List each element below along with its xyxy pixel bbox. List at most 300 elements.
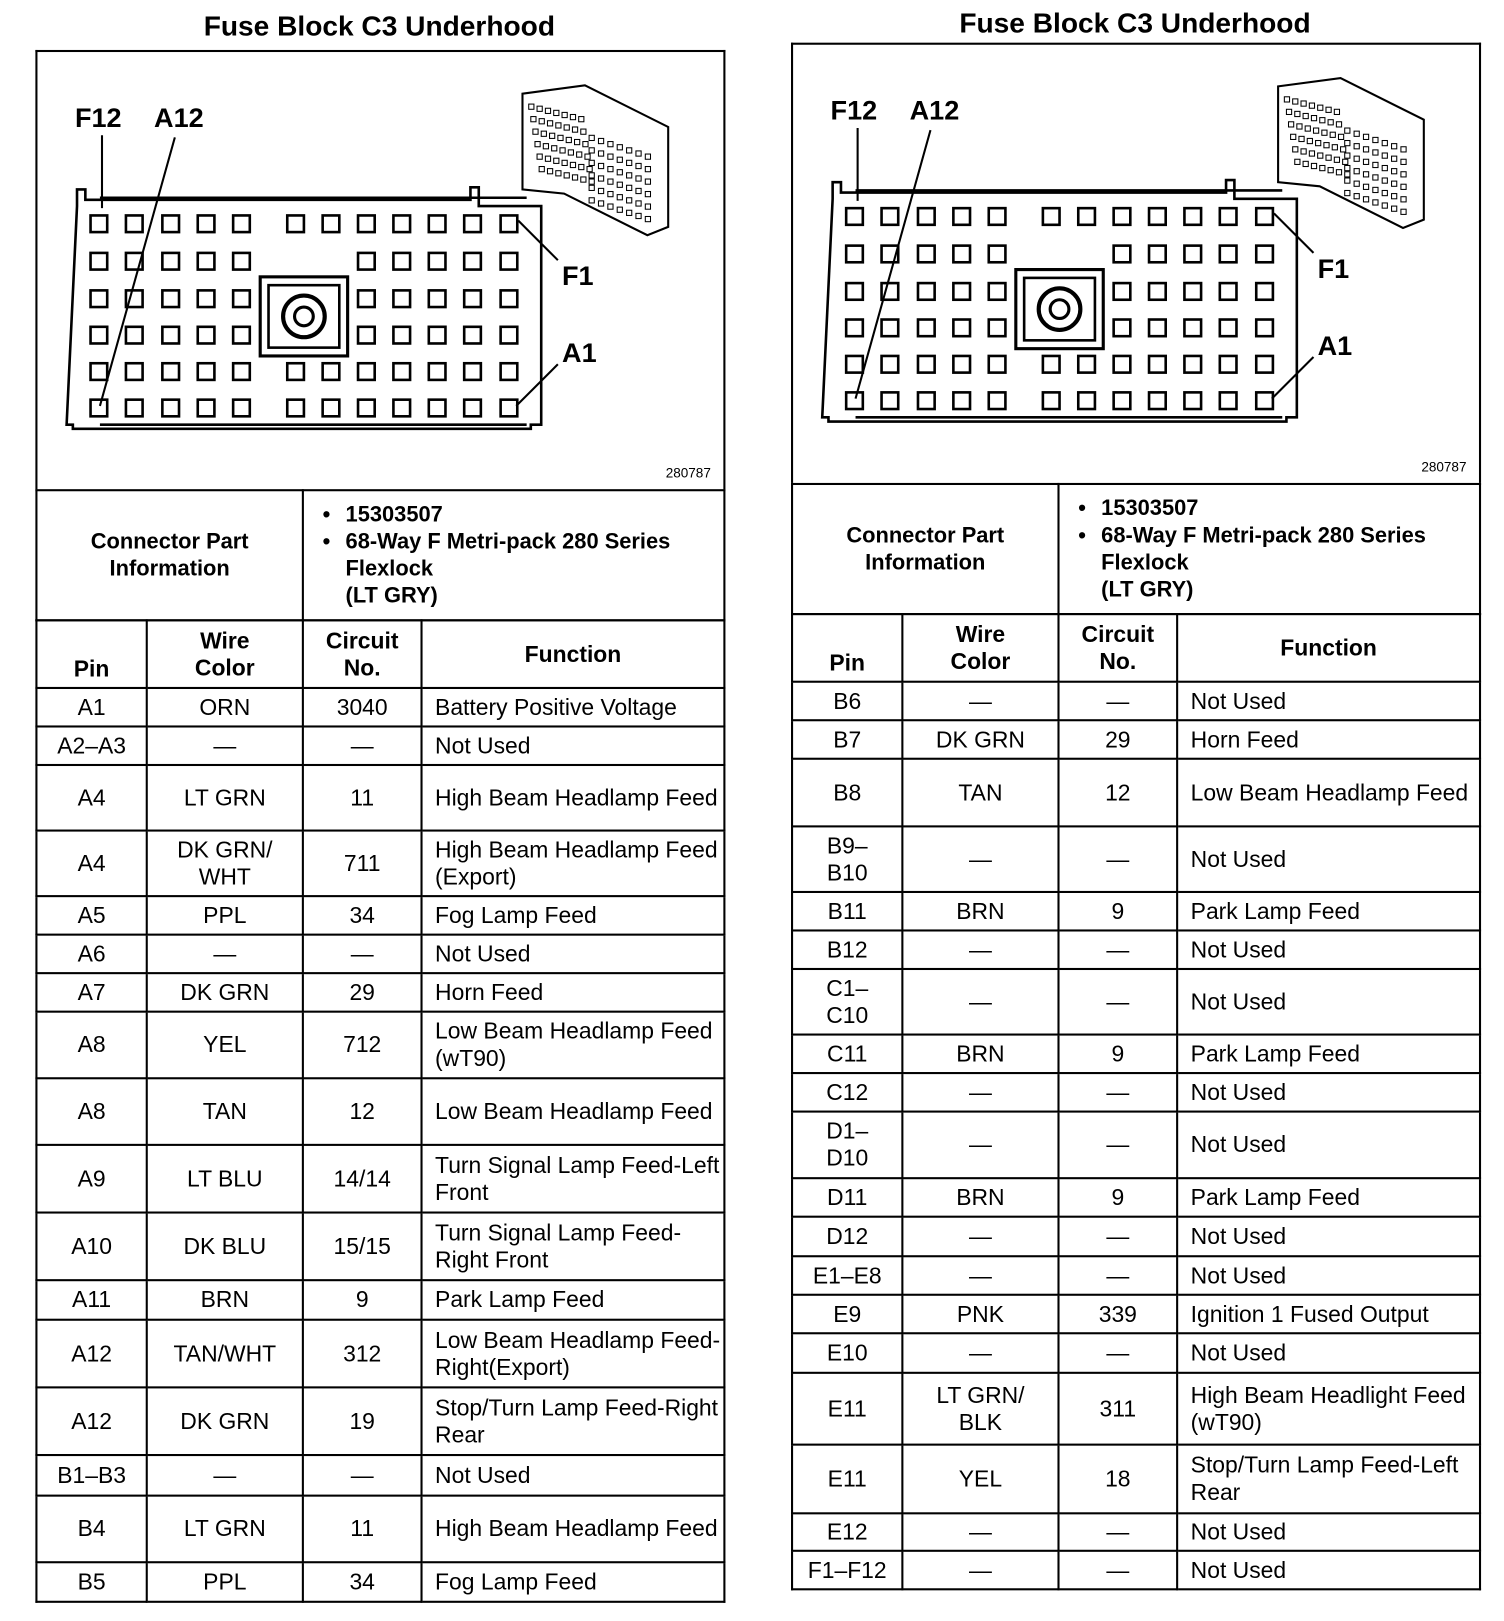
pin-cavity <box>91 363 108 380</box>
function-cell: Not Used <box>422 726 725 765</box>
iso-cavity <box>608 142 613 147</box>
table-row <box>792 969 1480 1035</box>
iso-cavity <box>636 213 641 218</box>
pin-cell: A4 <box>36 765 146 831</box>
iso-cavity <box>627 185 632 190</box>
iso-cavity <box>1373 150 1378 155</box>
iso-cavity <box>1363 134 1368 139</box>
pin-cavity <box>429 253 446 270</box>
function-cell: Low Beam Headlamp Feed-Right(Export) <box>422 1320 725 1388</box>
pin-cavity <box>882 356 899 373</box>
pin-cavity <box>953 320 970 337</box>
iso-cavity <box>636 151 641 156</box>
pin-cavity <box>429 400 446 417</box>
pin-cavity <box>464 400 481 417</box>
iso-cavity <box>598 138 603 143</box>
iso-cavity <box>1343 159 1348 164</box>
pin-cavity <box>846 246 863 263</box>
panel-title: Fuse Block C3 Underhood <box>203 10 556 42</box>
pin-cell: A8 <box>36 1012 146 1079</box>
wire-color-cell: — <box>902 1513 1058 1550</box>
circuit-cell: 711 <box>303 831 422 897</box>
iso-cavity <box>1303 113 1308 118</box>
iso-cavity <box>1318 105 1323 110</box>
iso-cavity <box>589 148 594 153</box>
iso-cavity <box>547 169 552 174</box>
pin-cavity <box>1184 246 1201 263</box>
iso-cavity <box>1363 197 1368 202</box>
wire-color-cell: — <box>902 1333 1058 1373</box>
center-terminal-housing <box>260 277 347 356</box>
wire-color-cell: LT GRN <box>147 1496 303 1563</box>
iso-cavity <box>645 167 650 172</box>
iso-cavity <box>579 117 584 122</box>
iso-cavity <box>627 198 632 203</box>
iso-cavity <box>572 175 577 180</box>
wire-color-cell: TAN <box>147 1078 303 1145</box>
table-row <box>792 1217 1480 1257</box>
circuit-cell: — <box>1058 1256 1177 1295</box>
pin-cavity <box>1114 208 1131 225</box>
label-f12: F12 <box>74 102 122 133</box>
wire-color-cell: — <box>902 969 1058 1035</box>
pin-cavity <box>1220 283 1237 300</box>
circuit-cell: 12 <box>1058 759 1177 827</box>
iso-cavity <box>1295 159 1300 164</box>
pin-cavity <box>989 392 1006 409</box>
pin-table <box>791 613 1481 1590</box>
pin-cavity <box>1220 356 1237 373</box>
function-cell: Not Used <box>1177 1513 1480 1550</box>
table-row <box>36 1078 724 1145</box>
wire-color-cell: — <box>902 1112 1058 1179</box>
label-f12: F12 <box>830 95 878 126</box>
iso-cavity <box>533 129 538 134</box>
iso-cavity <box>598 176 603 181</box>
iso-cavity <box>1382 153 1387 158</box>
iso-cavity <box>1345 165 1350 170</box>
pin-cell: B6 <box>792 682 902 721</box>
pin-cavity <box>953 208 970 225</box>
wire-color-cell: — <box>902 1073 1058 1112</box>
connector-type: • 68-Way F Metri-pack 280 Series Flexlock <box>1101 522 1479 576</box>
wire-color-cell: YEL <box>902 1445 1058 1514</box>
iso-cavity <box>543 144 548 149</box>
iso-cavity <box>1345 141 1350 146</box>
wire-color-cell: YEL <box>147 1012 303 1079</box>
circuit-cell: 34 <box>303 896 422 935</box>
iso-cavity <box>1354 156 1359 161</box>
iso-cavity <box>570 162 575 167</box>
wire-color-cell: LT GRN <box>147 765 303 831</box>
pin-cell: B9– B10 <box>792 826 902 892</box>
function-cell: Low Beam Headlamp Feed <box>1177 759 1480 827</box>
iso-cavity <box>1297 124 1302 129</box>
pin-cavity <box>126 327 143 344</box>
iso-cavity <box>1336 170 1341 175</box>
pin-cell: A9 <box>36 1145 146 1213</box>
pin-cavity <box>882 208 899 225</box>
function-cell: Not Used <box>1177 1112 1480 1179</box>
pin-cavity <box>233 400 250 417</box>
pin-cavity <box>1256 246 1273 263</box>
circuit-cell: 11 <box>303 1496 422 1563</box>
pin-cavity <box>429 215 446 232</box>
iso-cavity <box>645 154 650 159</box>
circuit-cell: — <box>303 1455 422 1496</box>
pin-cavity <box>464 363 481 380</box>
pin-cavity <box>198 253 215 270</box>
circuit-cell: — <box>1058 1513 1177 1550</box>
circuit-cell: 9 <box>1058 1035 1177 1074</box>
pin-cell: E10 <box>792 1333 902 1373</box>
iso-cavity <box>1363 159 1368 164</box>
pin-cell: D11 <box>792 1178 902 1217</box>
iso-cavity <box>1401 172 1406 177</box>
connector-diagram <box>791 43 1481 483</box>
pin-cavity <box>1114 246 1131 263</box>
iso-cavity <box>1316 141 1321 146</box>
connector-part-info <box>35 489 725 621</box>
iso-cavity <box>558 135 563 140</box>
iso-cavity <box>1328 168 1333 173</box>
pin-cell: D12 <box>792 1217 902 1257</box>
connector-outline <box>67 85 669 428</box>
table-row <box>36 1213 724 1281</box>
iso-cavity <box>1354 169 1359 174</box>
pin-cavity <box>323 363 340 380</box>
pin-cell: E1–E8 <box>792 1256 902 1295</box>
iso-cavity <box>554 158 559 163</box>
iso-cavity <box>1345 153 1350 158</box>
iso-cavity <box>545 156 550 161</box>
pin-cavity <box>1078 208 1095 225</box>
function-cell: Battery Positive Voltage <box>422 688 725 727</box>
iso-cavity <box>627 160 632 165</box>
iso-cavity <box>608 179 613 184</box>
function-cell: High Beam Headlight Feed (wT90) <box>1177 1373 1480 1445</box>
center-terminal <box>1039 288 1081 330</box>
iso-cavity <box>1301 149 1306 154</box>
header-function: Function <box>422 620 725 688</box>
header-wire-color: Wire Color <box>147 620 303 688</box>
label-a1: A1 <box>1317 330 1353 361</box>
circuit-cell: — <box>1058 1112 1177 1179</box>
circuit-cell: — <box>303 726 422 765</box>
iso-cavity <box>577 152 582 157</box>
connector-info-list <box>304 501 723 609</box>
connector-iso-sketch <box>522 85 668 235</box>
iso-cavity <box>1301 101 1306 106</box>
iso-cavity <box>598 151 603 156</box>
iso-cavity <box>1392 181 1397 186</box>
pin-cavity <box>393 290 410 307</box>
pin-cavity <box>126 400 143 417</box>
circuit-cell: — <box>1058 826 1177 892</box>
pin-cavity <box>989 356 1006 373</box>
table-row <box>36 1387 724 1455</box>
wire-color-cell: — <box>902 1256 1058 1295</box>
function-cell: Not Used <box>1177 1217 1480 1257</box>
circuit-cell: 712 <box>303 1012 422 1079</box>
circuit-cell: 312 <box>303 1320 422 1388</box>
wire-color-cell: DK GRN/ WHT <box>147 831 303 897</box>
iso-cavity <box>575 139 580 144</box>
pin-cell: A12 <box>36 1387 146 1455</box>
function-cell: Not Used <box>1177 1073 1480 1112</box>
iso-cavity <box>1334 109 1339 114</box>
circuit-cell: 3040 <box>303 688 422 727</box>
table-row <box>792 1256 1480 1295</box>
iso-cavity <box>608 167 613 172</box>
iso-cavity <box>1373 162 1378 167</box>
pin-cavity <box>358 400 375 417</box>
wire-color-cell: DK GRN <box>147 1387 303 1455</box>
table-header <box>792 614 1480 682</box>
table-row <box>792 720 1480 759</box>
function-cell: Fog Lamp Feed <box>422 896 725 935</box>
pin-cavity <box>162 253 179 270</box>
pin-cavity <box>287 363 304 380</box>
circuit-cell: — <box>1058 1551 1177 1590</box>
wire-color-cell: — <box>902 1551 1058 1590</box>
part-number: • 15303507 <box>346 501 724 528</box>
table-row <box>792 1295 1480 1334</box>
pin-cavity <box>882 392 899 409</box>
iso-cavity <box>589 179 594 184</box>
pin-cell: E11 <box>792 1373 902 1445</box>
pin-cavity <box>1184 283 1201 300</box>
iso-cavity <box>1373 200 1378 205</box>
pin-cavity <box>162 327 179 344</box>
pin-cavity <box>1149 246 1166 263</box>
iso-cavity <box>1309 103 1314 108</box>
header-pin: Pin <box>36 620 146 688</box>
iso-cavity <box>1324 143 1329 148</box>
iso-cavity <box>1363 147 1368 152</box>
pin-cavity <box>429 327 446 344</box>
pin-cavity <box>1078 392 1095 409</box>
iso-cavity <box>562 160 567 165</box>
iso-cavity <box>537 106 542 111</box>
iso-cavity <box>1354 194 1359 199</box>
circuit-cell: — <box>1058 969 1177 1035</box>
header-circuit-no: Circuit No. <box>1058 614 1177 682</box>
iso-cavity <box>1345 178 1350 183</box>
pin-cell: A10 <box>36 1213 146 1281</box>
circuit-cell: — <box>1058 1073 1177 1112</box>
iso-cavity <box>1313 128 1318 133</box>
iso-cavity <box>1303 161 1308 166</box>
pin-cavity <box>1043 208 1060 225</box>
pin-cell: A4 <box>36 831 146 897</box>
circuit-cell: 14/14 <box>303 1145 422 1213</box>
pin-cell: B5 <box>36 1562 146 1602</box>
pin-cavity <box>501 215 518 232</box>
pin-cavity <box>1220 208 1237 225</box>
iso-cavity <box>1382 141 1387 146</box>
table-row <box>792 1445 1480 1514</box>
connector-info-label: Connector Part Information <box>792 484 1058 614</box>
pin-cavity <box>358 290 375 307</box>
pin-cavity <box>846 356 863 373</box>
connector-info-values <box>303 490 725 620</box>
wire-color-cell: PPL <box>147 1562 303 1602</box>
iso-cavity <box>589 185 594 190</box>
pin-cavity <box>162 290 179 307</box>
table-row <box>792 1178 1480 1217</box>
circuit-cell: 311 <box>1058 1373 1177 1445</box>
function-cell: Not Used <box>1177 969 1480 1035</box>
iso-cavity <box>1299 136 1304 141</box>
iso-cavity <box>568 150 573 155</box>
center-terminal-hole <box>1050 300 1069 319</box>
iso-cavity <box>1345 172 1350 177</box>
wire-color-cell: DK BLU <box>147 1213 303 1281</box>
iso-cavity <box>598 201 603 206</box>
pin-cavity <box>323 215 340 232</box>
iso-cavity <box>1334 157 1339 162</box>
iso-cavity <box>554 110 559 115</box>
circuit-cell: 9 <box>1058 892 1177 931</box>
pin-cavity <box>846 320 863 337</box>
iso-cavity <box>1354 131 1359 136</box>
pin-cavity <box>198 215 215 232</box>
connector-info-row <box>792 484 1480 614</box>
table-row <box>792 682 1480 721</box>
circuit-cell: 9 <box>1058 1178 1177 1217</box>
pin-cavity <box>1114 320 1131 337</box>
label-a12: A12 <box>909 95 960 126</box>
circuit-cell: 9 <box>303 1280 422 1320</box>
function-cell: High Beam Headlamp Feed (Export) <box>422 831 725 897</box>
pin-cavity <box>1256 283 1273 300</box>
pin-cavity <box>126 215 143 232</box>
center-terminal-housing <box>1016 270 1103 349</box>
table-row <box>36 1280 724 1320</box>
pin-cell: C12 <box>792 1073 902 1112</box>
iso-cavity <box>541 131 546 136</box>
function-cell: Park Lamp Feed <box>1177 1178 1480 1217</box>
panel-title: Fuse Block C3 Underhood <box>959 7 1311 39</box>
iso-cavity <box>1320 165 1325 170</box>
wire-color-cell: — <box>147 935 303 974</box>
table-row <box>792 1551 1480 1590</box>
function-cell: Stop/Turn Lamp Feed-Right Rear <box>422 1387 725 1455</box>
table-row <box>792 1513 1480 1550</box>
table-row <box>36 973 724 1012</box>
iso-cavity <box>547 121 552 126</box>
wire-color-cell: — <box>147 726 303 765</box>
iso-cavity <box>627 173 632 178</box>
table-row <box>36 1455 724 1496</box>
pin-cavity <box>233 327 250 344</box>
pin-cavity <box>91 253 108 270</box>
pin-cavity <box>1184 320 1201 337</box>
figure-number: 280787 <box>665 465 711 481</box>
pin-cavity <box>358 215 375 232</box>
table-row <box>36 1145 724 1213</box>
circuit-cell: — <box>1058 682 1177 721</box>
iso-cavity <box>1392 169 1397 174</box>
wire-color-cell: PNK <box>902 1295 1058 1334</box>
pin-cavity <box>1184 392 1201 409</box>
table-row <box>792 1112 1480 1179</box>
iso-cavity <box>636 201 641 206</box>
function-cell: High Beam Headlamp Feed <box>422 765 725 831</box>
label-f1: F1 <box>1317 253 1350 284</box>
function-cell: High Beam Headlamp Feed <box>422 1496 725 1563</box>
header-circuit-no: Circuit No. <box>303 620 422 688</box>
iso-cavity <box>1284 97 1289 102</box>
pin-cell: B7 <box>792 720 902 759</box>
iso-cavity <box>539 167 544 172</box>
pin-table <box>35 619 725 1603</box>
table-row <box>792 892 1480 931</box>
table-row <box>36 765 724 831</box>
label-f1: F1 <box>562 261 594 292</box>
pin-cell: B4 <box>36 1496 146 1563</box>
pin-cavity <box>233 253 250 270</box>
iso-cavity <box>529 104 534 109</box>
center-terminal-hole <box>295 307 314 326</box>
iso-cavity <box>617 195 622 200</box>
pin-cavity <box>393 400 410 417</box>
function-cell: Low Beam Headlamp Feed (wT90) <box>422 1012 725 1079</box>
function-cell: Not Used <box>1177 1256 1480 1295</box>
pin-cavity <box>1149 208 1166 225</box>
wire-color-cell: TAN/WHT <box>147 1320 303 1388</box>
pin-cavity <box>162 363 179 380</box>
iso-cavity <box>1341 147 1346 152</box>
iso-cavity <box>1293 99 1298 104</box>
pin-cell: A6 <box>36 935 146 974</box>
iso-cavity <box>1336 122 1341 127</box>
wire-color-cell: — <box>902 1217 1058 1257</box>
iso-cavity <box>1291 134 1296 139</box>
iso-cavity <box>1326 155 1331 160</box>
header-pin: Pin <box>792 614 902 682</box>
function-cell: Horn Feed <box>422 973 725 1012</box>
pin-cell: B8 <box>792 759 902 827</box>
wire-color-cell: BRN <box>902 892 1058 931</box>
iso-cavity <box>1293 147 1298 152</box>
iso-cavity <box>535 142 540 147</box>
part-number: • 15303507 <box>1101 495 1479 522</box>
pin-cavity <box>1114 392 1131 409</box>
pin-cavity <box>1256 208 1273 225</box>
iso-cavity <box>1401 184 1406 189</box>
pin-cavity <box>989 320 1006 337</box>
pin-cavity <box>846 283 863 300</box>
table-row <box>792 826 1480 892</box>
iso-cavity <box>1332 145 1337 150</box>
pin-cavity <box>358 253 375 270</box>
pin-cavity <box>126 363 143 380</box>
function-cell: Not Used <box>1177 1551 1480 1590</box>
pin-cavity <box>846 392 863 409</box>
wire-color-cell: BRN <box>902 1178 1058 1217</box>
pin-cell: E11 <box>792 1445 902 1514</box>
iso-cavity <box>1392 144 1397 149</box>
iso-cavity <box>1311 116 1316 121</box>
iso-cavity <box>1309 151 1314 156</box>
pin-cell: B1–B3 <box>36 1455 146 1496</box>
iso-cavity <box>617 207 622 212</box>
iso-cavity <box>550 133 555 138</box>
iso-cavity <box>1382 178 1387 183</box>
iso-cavity <box>1338 134 1343 139</box>
